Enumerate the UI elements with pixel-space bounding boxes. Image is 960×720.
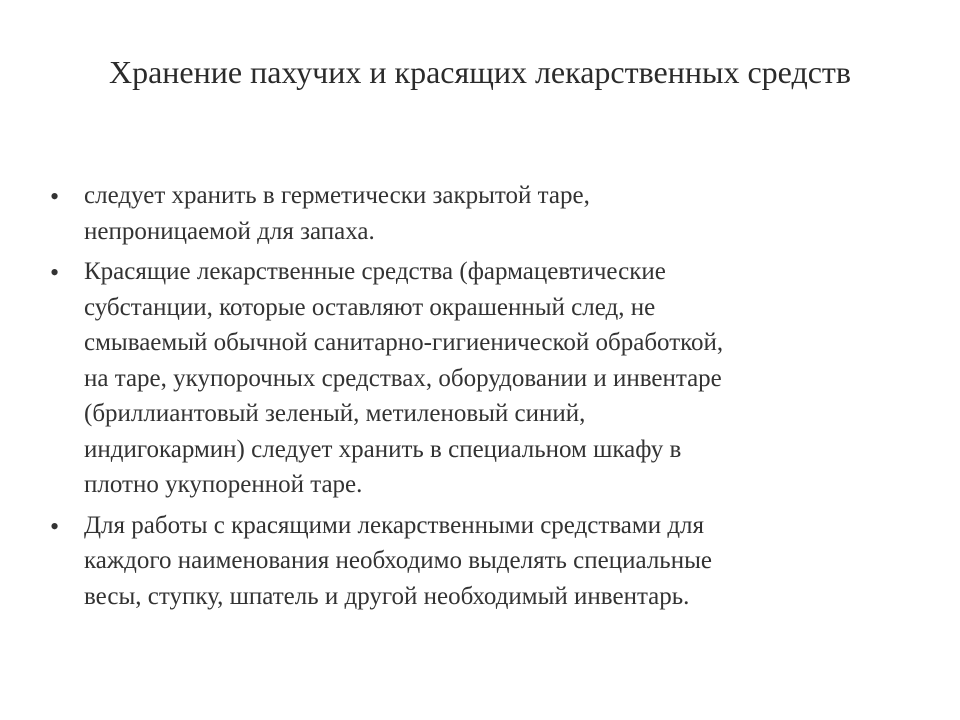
bullet-item-1 bbox=[50, 178, 890, 249]
text-line: индигокармин) следует хранить в специальном шкафу в bbox=[84, 435, 682, 463]
text-line: (бриллиантовый зеленый, метиленовый синий, bbox=[84, 400, 586, 427]
text-line: непроницаемой для запаха. bbox=[84, 217, 375, 245]
text-line: на таре, укупорочных средствах, оборудовании и инвентаре bbox=[84, 364, 722, 392]
text-line: Красящие лекарственные средства (фармацевтические bbox=[84, 258, 666, 285]
text-line: плотно укупоренной таре. bbox=[84, 471, 363, 498]
bullet-list bbox=[50, 178, 890, 619]
bullet-text bbox=[84, 508, 712, 615]
bullet-item-2 bbox=[50, 254, 890, 503]
text-line: следует хранить в герметически закрытой таре, bbox=[84, 182, 590, 209]
bullet-item-3 bbox=[50, 508, 890, 615]
text-line: Для работы с красящими лекарственными средствами для bbox=[84, 511, 705, 539]
bullet-point-icon: • bbox=[50, 511, 60, 541]
bullet-text bbox=[84, 178, 590, 249]
bullet-point-icon: • bbox=[50, 258, 60, 287]
bullet-text bbox=[84, 254, 723, 503]
text-line: весы, ступку, шпатель и другой необходимый инвентарь. bbox=[84, 582, 690, 610]
text-line: субстанции, которые оставляют окрашенный след, не bbox=[84, 293, 656, 321]
text-line: смываемый обычной санитарно-гигиенической обработкой, bbox=[84, 329, 724, 356]
bullet-point-icon: • bbox=[50, 182, 60, 211]
text-line: каждого наименования необходимо выделять специальные bbox=[84, 547, 712, 574]
slide-title: Хранение пахучих и красящих лекарственных средств bbox=[108, 54, 852, 90]
